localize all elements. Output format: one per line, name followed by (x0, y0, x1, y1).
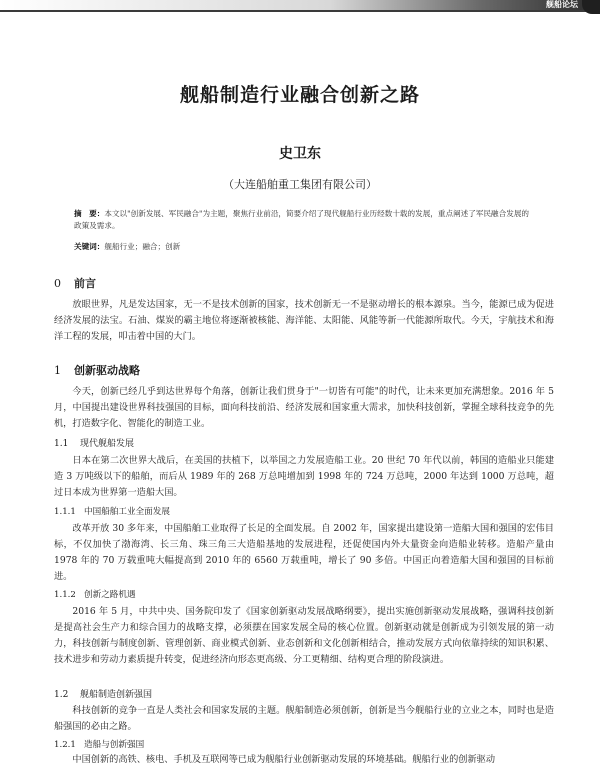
keywords-label: 关键词： (74, 242, 105, 251)
subsection-title: 现代舰船发展 (80, 439, 135, 449)
subsection-number: 1.1.1 (54, 507, 76, 517)
subsection-heading-1-2-1 (54, 738, 144, 750)
subsection-number: 1.1.2 (54, 590, 76, 600)
paragraph-shipbuilding-power: 中国创新的高铁、核电、手机及互联网等已成为舰船行业创新驱动发展的环境基础。舰船行业的创新驱动 (72, 754, 496, 765)
author-affiliation: （大连船舶重工集团有限公司） (223, 178, 377, 191)
subsection-title: 中国船舶工业全面发展 (84, 507, 170, 517)
subsection-number: 1.2 (54, 690, 69, 700)
subsection-title: 造船与创新强国 (84, 740, 145, 750)
subsection-title: 舰船制造创新强国 (80, 690, 153, 700)
paragraph-modern-ships: 日本在第二次世界大战后，在美国的扶植下，以举国之力发展造船工业。20 世纪 70 年代以前，韩国的造船业只能建造 3 万吨级以下的船舶，而后从 1989 年的 268 万总吨增加到 1998 年的 724 万总吨，2000 年达到 1000 万总吨，超过日本成为世界第一造船大国。 (54, 455, 554, 498)
subsection-title: 创新之路机遇 (84, 590, 136, 600)
abstract-label: 摘 要： (74, 209, 105, 218)
subsection-number: 1.2.1 (54, 740, 76, 750)
subsection-heading-1-1-2 (54, 588, 136, 600)
paragraph-china-shipbuilding: 改革开放 30 多年来，中国船舶工业取得了长足的全面发展。自 2002 年，国家提出建设第一造船大国和强国的宏伟目标，不仅加快了渤海湾、长三角、珠三角三大造船基地的发展进程，还促使国内外大量资金向造船业转移。造船产量由 1978 年的 70 万载重吨大幅提高到 2010 年的 6560 万载重吨，增长了 90 多倍。中国正向着造船大国和强国的目标前进。 (54, 523, 554, 582)
running-header-label: 舰船论坛 (546, 0, 578, 9)
keywords-text: 舰船行业；融合；创新 (104, 242, 181, 251)
abstract-text: 本文以"创新发展、军民融合"为主题，聚焦行业前沿，简要介绍了现代舰船行业历经数十载的发展，重点阐述了军民融合发展的政策及需求。 (74, 209, 530, 230)
keywords (74, 241, 534, 252)
subsection-heading-1-1 (54, 436, 134, 449)
subsection-number: 1.1 (54, 439, 69, 449)
abstract (74, 208, 534, 232)
paragraph-foreword: 放眼世界，凡是发达国家，无一不是技术创新的国家，技术创新无一不是驱动增长的根本源泉。当今，能源已成为促进经济发展的法宝。石油、煤炭的霸主地位将逐渐被核能、海洋能、太阳能、风能等新一代能源所取代。今天，宇航技术和海洋工程的发展，叩击着中国的大门。 (54, 299, 554, 342)
subsection-heading-1-2 (54, 687, 152, 700)
paragraph-innovation-opportunity: 2016 年 5 月，中共中央、国务院印发了《国家创新驱动发展战略纲要》，提出实施创新驱动发展战略，强调科技创新是提高社会生产力和综合国力的战略支撑，必须摆在国家发展全局的核心位置。创新驱动就是创新成为引领发展的第一动力，科技创新与制度创新、管理创新、商业模式创新、业态创新和文化创新相结合，推动发展方式向依靠持续的知识积累、技术进步和劳动力素质提升转变，促进经济向形态更高级、分工更精细、结构更合理的阶段演进。 (54, 606, 554, 665)
author-name: 史卫东 (279, 146, 321, 162)
paragraph-innovation-strategy: 今天，创新已经几乎到达世界每个角落，创新让我们贯身于"一切皆有可能"的时代，让未来更加充满想象。2016 年 5 月，中国提出建设世界科技强国的目标，面向科技前沿、经济发展和国家重大需求，加快科技创新，掌握全球科技竞争的先机，打造数字化、智能化的制造工业。 (54, 386, 554, 429)
subsection-heading-1-1-1 (54, 505, 170, 517)
paragraph-ship-innovation: 科技创新的竞争一直是人类社会和国家发展的主题。舰船制造必须创新，创新是当今舰船行业的立业之本，同时也是造船强国的必由之路。 (54, 705, 554, 732)
section-heading-0 (54, 275, 96, 291)
running-header-band (0, 0, 600, 10)
section-title: 创新驱动战略 (74, 364, 140, 377)
section-title: 前言 (74, 277, 96, 290)
section-heading-1 (54, 362, 140, 378)
header-rule (0, 10, 600, 12)
paper-title: 舰船制造行业融合创新之路 (179, 84, 420, 106)
section-number: 1 (54, 364, 61, 377)
section-number: 0 (54, 277, 61, 290)
